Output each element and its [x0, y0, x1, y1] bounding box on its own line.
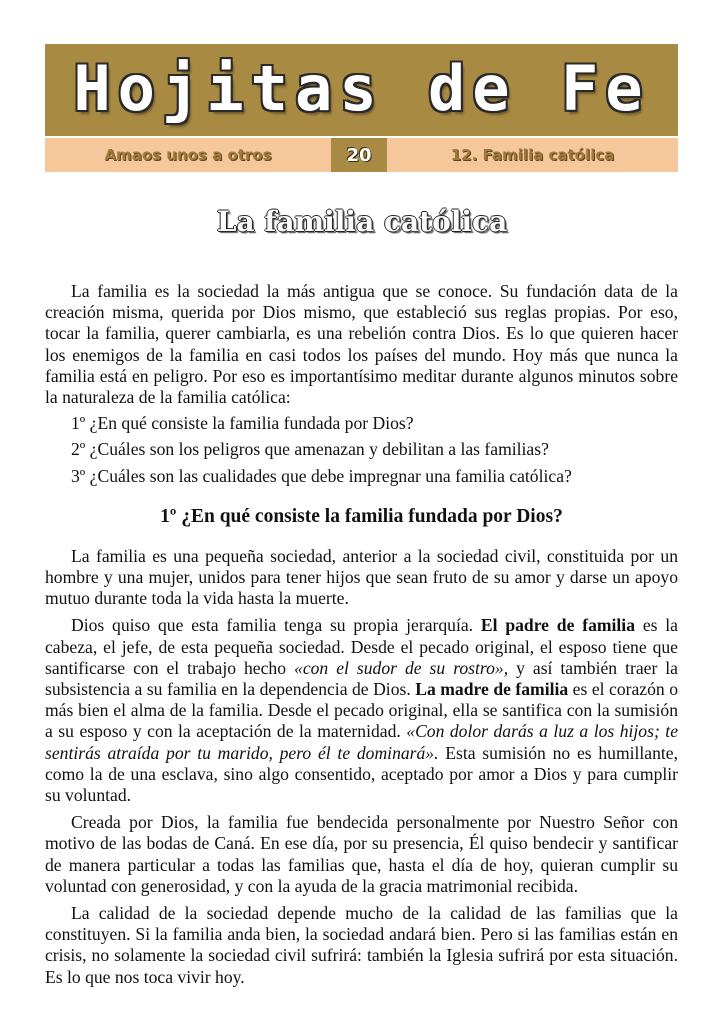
bold-phrase-mother: La madre de familia	[415, 679, 569, 700]
bold-phrase-father: El padre de familia	[480, 615, 635, 636]
intro-question-1: 1º ¿En qué consiste la familia fundada por Dios?	[71, 413, 414, 434]
article-body	[45, 281, 678, 988]
issue-number: 20	[331, 138, 387, 172]
issue-topic: 12. Familia católica	[387, 138, 678, 172]
intro-question-3: 3º ¿Cuáles son las cualidades que debe impregnar una familia católica?	[71, 465, 572, 486]
section-heading: 1º ¿En qué consiste la familia fundada por Dios?	[160, 505, 563, 527]
masthead-subbar	[45, 136, 678, 172]
motto: Amaos unos a otros	[45, 138, 331, 172]
publication-title: Hojitas de Fe	[73, 52, 650, 125]
section-paragraph-4: La calidad de la sociedad depende mucho de la calidad de las familias que la constituyen. Si la familia anda bien, la sociedad andará bien. Pero si las familias están en crisis, no solamente la sociedad civil sufrirá: también la Iglesia sufrirá por esta situación. Es lo que nos toca vivir hoy.	[45, 903, 678, 987]
text-run: Dios quiso que esta familia tenga su propia jerarquía.	[71, 615, 481, 636]
text-run: Esta sumisión no es humillante, como la de una esclava, sino algo consentido, aceptado por amor a Dios y para cumplir su voluntad.	[45, 742, 678, 806]
italic-quote-genesis: «Con dolor darás a luz a los hijos; te sentirás atraída por tu marido, pero él te dominará».	[45, 721, 679, 763]
intro-paragraph: La familia es la sociedad la más antigua que se conoce. Su fundación data de la creación misma, querida por Dios mismo, que estableció sus reglas propias. Por eso, tocar la familia, querer cambiarla, es una rebelión contra Dios. Es lo que quieren hacer los enemigos de la familia en casi todos los países del mundo. Hoy más que nunca la familia está en peligro. Por eso es importantísimo meditar durante algunos minutos sobre la naturaleza de la familia católica:	[45, 281, 678, 408]
text-run: y así también traer la subsistencia a su familia en la dependencia de Dios.	[45, 657, 678, 700]
document-title: La familia católica	[216, 205, 508, 238]
text-run: es la cabeza, el jefe, de esta pequeña sociedad. Desde el pecado original, el esposo tiene que santificarse con el trabajo hecho	[45, 615, 678, 678]
text-run: es el corazón o más bien el alma de la familia. Desde el pecado original, ella se santifica con la sumisión a su esposo y con la aceptación de la maternidad.	[45, 679, 679, 742]
intro-question-2: 2º ¿Cuáles son los peligros que amenazan y debilitan a las familias?	[71, 439, 549, 460]
italic-quote-sweat: «con el sudor de su rostro»,	[294, 657, 509, 678]
section-paragraph-2	[45, 615, 678, 806]
section-paragraph-1: La familia es una pequeña sociedad, anterior a la sociedad civil, constituida por un hombre y una mujer, unidos para tener hijos que sean fruto de su amor y darse un apoyo mutuo durante toda la vida hasta la muerte.	[45, 545, 678, 609]
masthead	[45, 44, 678, 170]
section-paragraph-3: Creada por Dios, la familia fue bendecida personalmente por Nuestro Señor con motivo de las bodas de Caná. En ese día, por su presencia, Él quiso bendecir y santificar de manera particular a todas las familias que, hasta el día de hoy, quieran cumplir su voluntad con generosidad, y con la ayuda de la gracia matrimonial recibida.	[45, 812, 678, 896]
